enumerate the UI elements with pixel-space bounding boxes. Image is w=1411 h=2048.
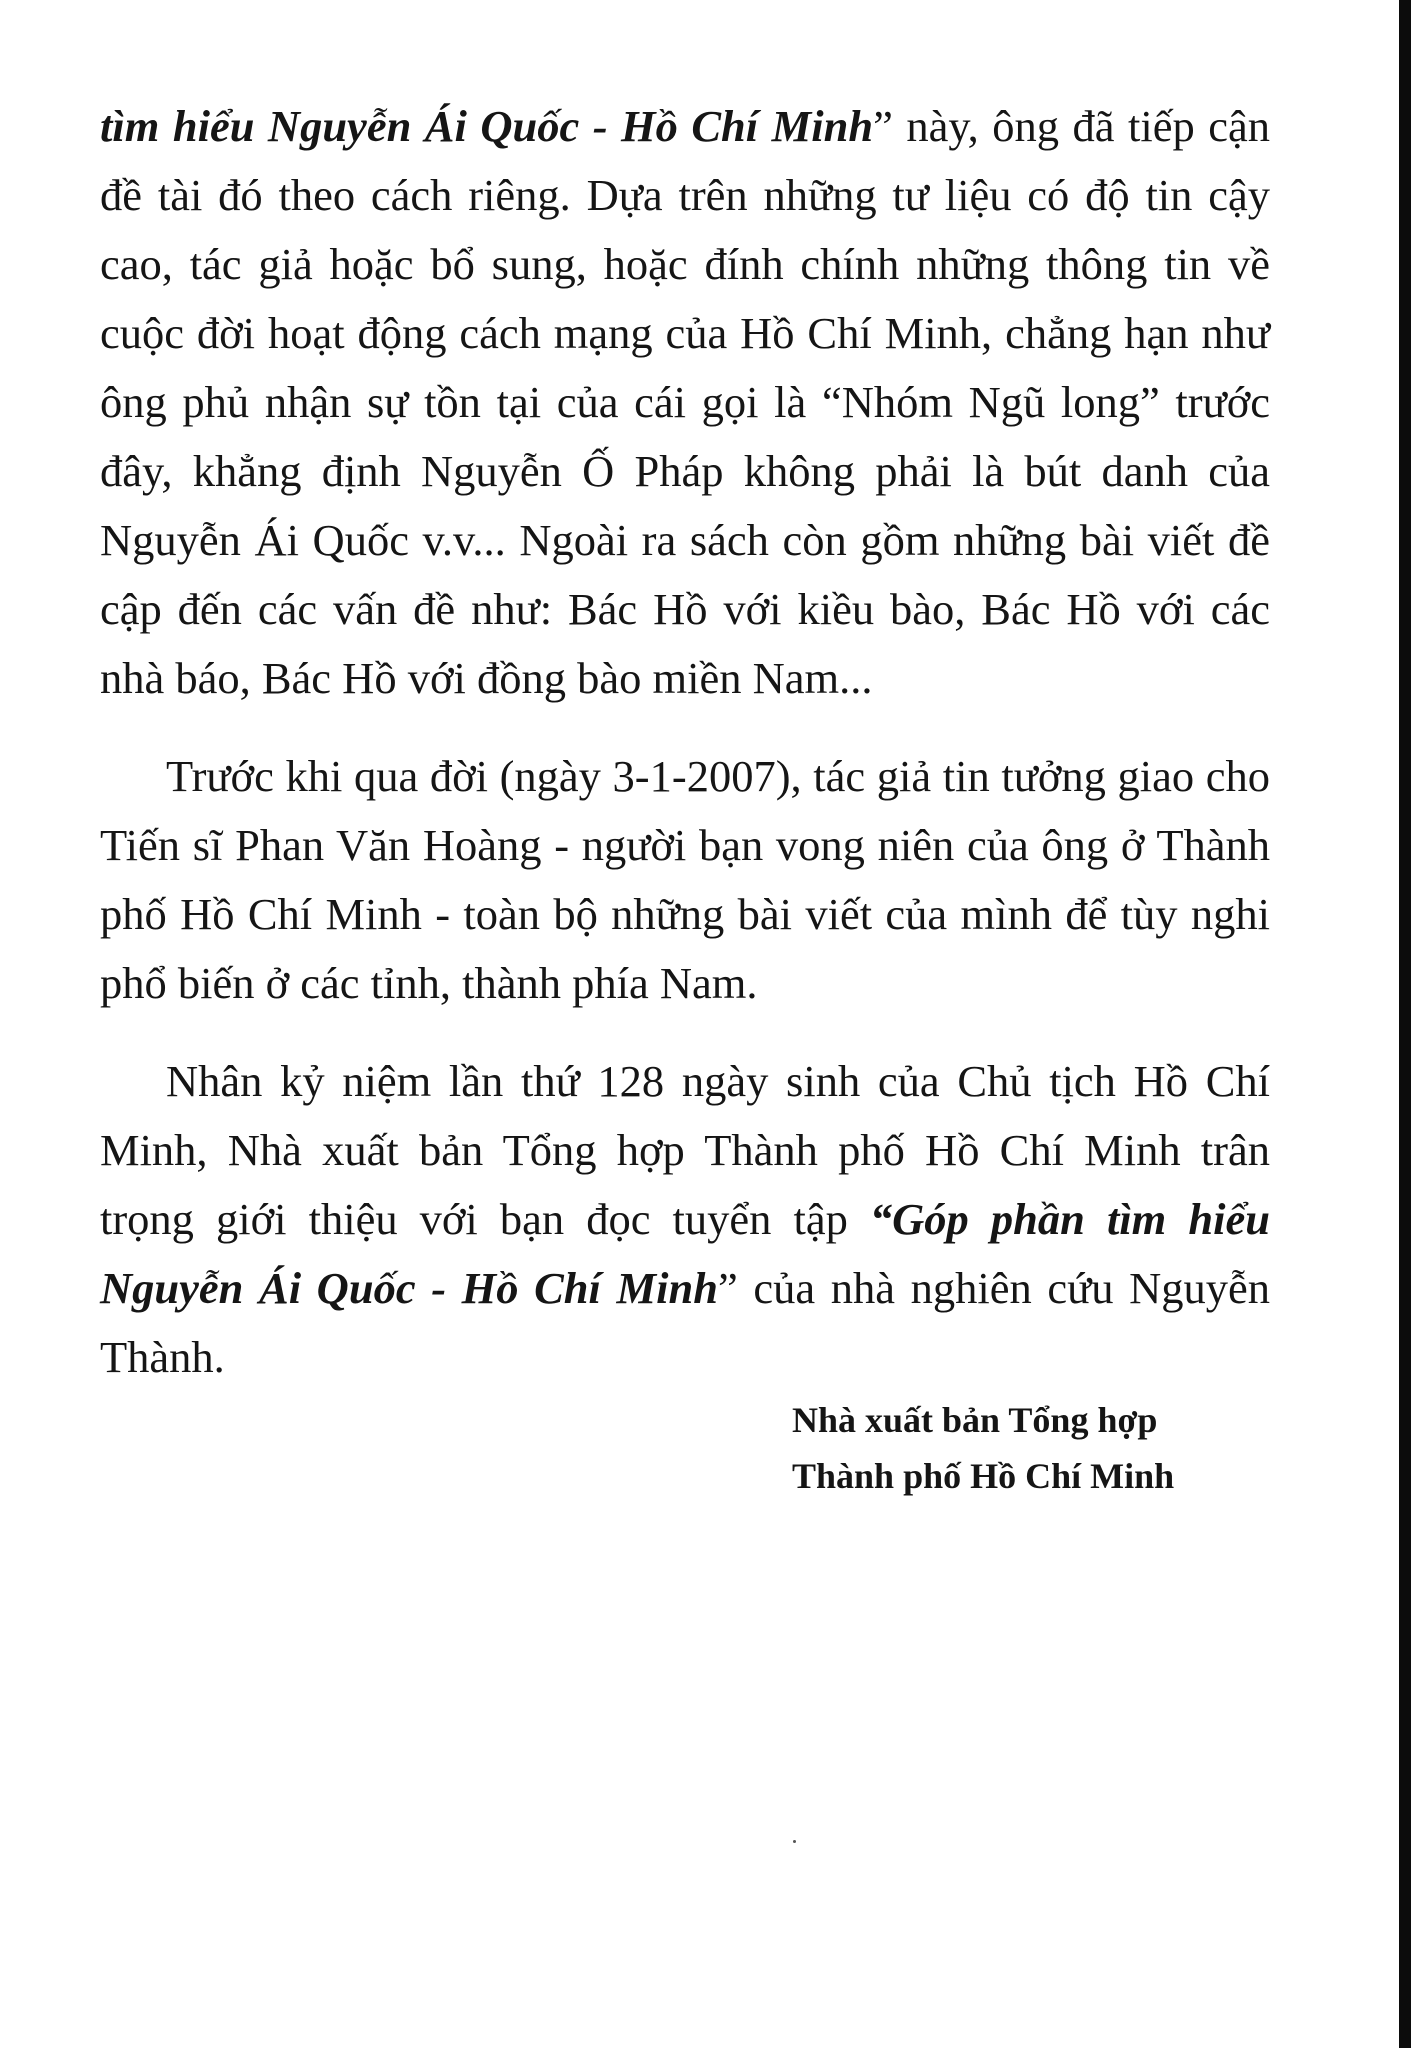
book-title-italic: “Góp phần tìm hiểu Nguyễn Ái Quốc - Hồ Chí Minh xyxy=(100,1194,1270,1313)
publisher-signature xyxy=(792,1392,1174,1504)
paragraph-3 xyxy=(100,1047,1270,1392)
book-title-italic: tìm hiểu Nguyễn Ái Quốc - Hồ Chí Minh xyxy=(100,101,874,151)
body-text xyxy=(100,92,1270,1392)
paragraph-text: Nhân kỷ niệm lần thứ 128 ngày sinh của Chủ tịch Hồ Chí Minh, Nhà xuất bản Tổng hợp Thành phố Hồ Chí Minh trân trọng giới thiệu với bạn đọc tuyển tập xyxy=(100,1056,1270,1244)
page-edge-shadow xyxy=(1399,0,1411,2048)
paragraph-2 xyxy=(100,742,1270,1018)
signature-line-1: Nhà xuất bản Tổng hợp xyxy=(792,1400,1158,1440)
paragraph-text: Trước khi qua đời (ngày 3-1-2007), tác giả tin tưởng giao cho Tiến sĩ Phan Văn Hoàng - người bạn vong niên của ông ở Thành phố Hồ Chí Minh - toàn bộ những bài viết của mình để tùy nghi phổ biến ở các tỉnh, thành phía Nam. xyxy=(100,751,1270,1008)
signature-line-2: Thành phố Hồ Chí Minh xyxy=(792,1456,1175,1496)
paragraph-1 xyxy=(100,92,1270,713)
paragraph-text: ” này, ông đã tiếp cận đề tài đó theo cách riêng. Dựa trên những tư liệu có độ tin cậy cao, tác giả hoặc bổ sung, hoặc đính chính những thông tin về cuộc đời hoạt động cách mạng của Hồ Chí Minh, chẳng hạn như ông phủ nhận sự tồn tại của cái gọi là “Nhóm Ngũ long” trước đây, khẳng định Nguyễn Ố Pháp không phải là bút danh của Nguyễn Ái Quốc v.v... Ngoài ra sách còn gồm những bài viết đề cập đến các vấn đề như: Bác Hồ với kiều bào, Bác Hồ với các nhà báo, Bác Hồ với đồng bào miền Nam... xyxy=(100,101,1270,703)
scan-speck xyxy=(793,1840,796,1843)
paragraph-text: ” của nhà nghiên cứu Nguyễn Thành. xyxy=(100,1263,1270,1382)
